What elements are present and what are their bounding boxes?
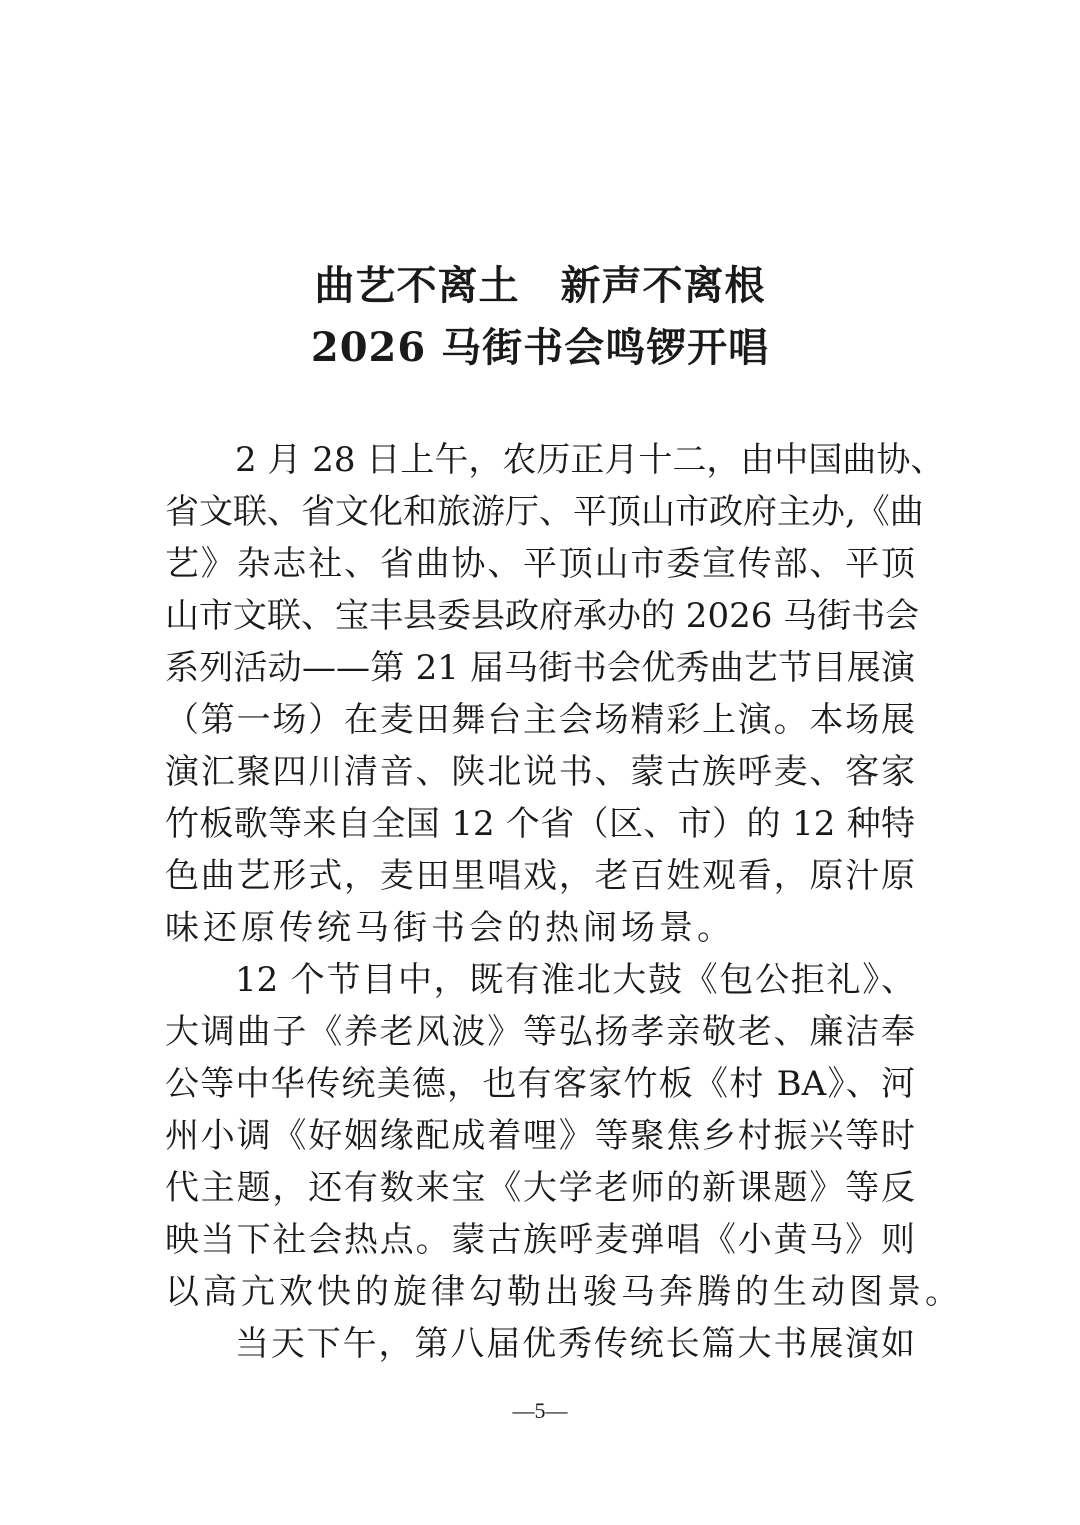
paragraph-line: 味还原传统马街书会的热闹场景。: [165, 908, 735, 948]
paragraph-line: 艺》杂志社、省曲协、平顶山市委宣传部、平顶: [165, 544, 915, 584]
paragraph-line: 竹板歌等来自全国 12 个省（区、市）的 12 种特: [165, 804, 915, 844]
article-title-line-2: 2026 马街书会鸣锣开唱: [310, 324, 770, 371]
paragraph-line: 大调曲子《养老风波》等弘扬孝亲敬老、廉洁奉: [165, 1012, 915, 1052]
page-number: —5—: [512, 1398, 568, 1423]
paragraph-line: 演汇聚四川清音、陕北说书、蒙古族呼麦、客家: [165, 752, 915, 792]
paragraph-line: 2 月 28 日上午，农历正月十二，由中国曲协、: [235, 440, 945, 480]
paragraph-line: 12 个节目中，既有淮北大鼓《包公拒礼》、: [235, 960, 915, 1000]
paragraph-line: 映当下社会热点。蒙古族呼麦弹唱《小黄马》则: [165, 1220, 915, 1260]
article-title-line-1: 曲艺不离土 新声不离根: [314, 262, 766, 309]
paragraph-line: 山市文联、宝丰县委县政府承办的 2026 马街书会: [165, 596, 920, 636]
paragraph-line: 州小调《好姻缘配成着哩》等聚焦乡村振兴等时: [165, 1116, 915, 1156]
paragraph-line: 当天下午，第八届优秀传统长篇大书展演如: [235, 1324, 915, 1364]
paragraph-line: 色曲艺形式，麦田里唱戏，老百姓观看，原汁原: [165, 856, 915, 896]
paragraph-line: 以高亢欢快的旋律勾勒出骏马奔腾的生动图景。: [165, 1272, 963, 1312]
paragraph-line: 代主题，还有数来宝《大学老师的新课题》等反: [165, 1168, 915, 1208]
paragraph-line: （第一场）在麦田舞台主会场精彩上演。本场展: [165, 700, 915, 740]
paragraph-line: 系列活动——第 21 届马街书会优秀曲艺节目展演: [165, 648, 915, 688]
paragraph-line: 公等中华传统美德，也有客家竹板《村 BA》、河: [165, 1064, 915, 1104]
paragraph-line: 省文联、省文化和旅游厅、平顶山市政府主办,《曲: [165, 492, 924, 532]
